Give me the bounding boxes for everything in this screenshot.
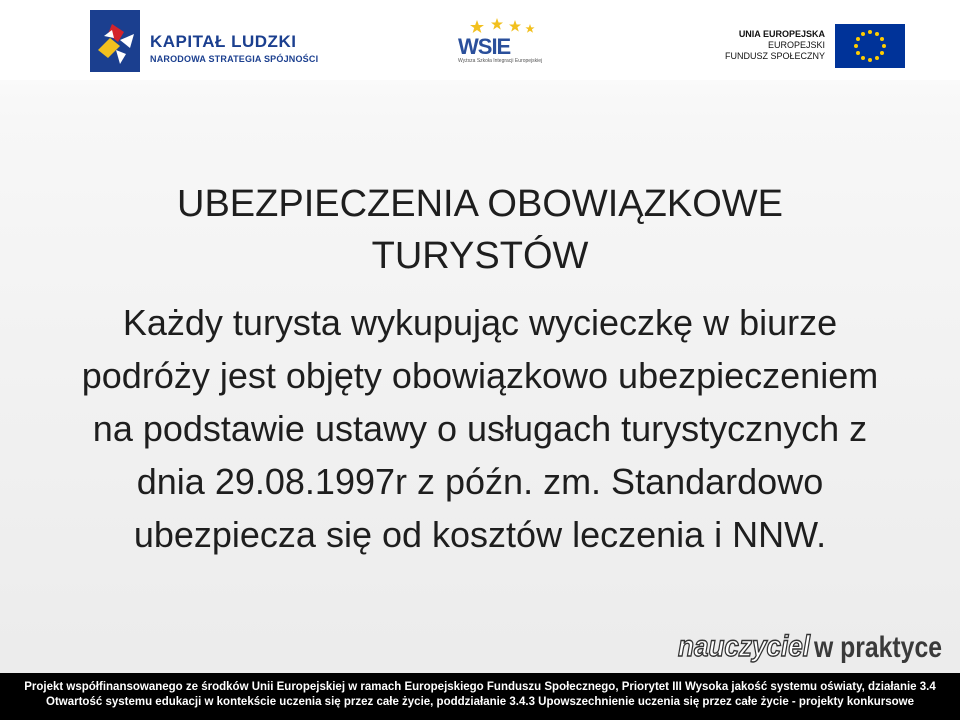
eu-text-block: [725, 28, 825, 62]
slide-body-text: Każdy turysta wykupując wycieczkę w biurze podróży jest objęty obowiązkowo ubezpieczeniem na podstawie ustawy o usługach turystycznych z dnia 29.08.1997r z późn. zm. Standardowo ubezpiecza się od kosztów leczenia i NNW.: [81, 302, 879, 555]
nauczyciel-w-praktyce-logo: [676, 626, 946, 666]
header-logos-bar: [0, 0, 960, 80]
kapital-ludzki-star-icon: [90, 10, 140, 72]
wsie-title: WSIE: [458, 34, 511, 59]
eu-logo: [700, 22, 905, 68]
wsie-logo: [455, 18, 545, 70]
footer-bar: [0, 673, 960, 720]
kapital-ludzki-logo: [90, 10, 330, 72]
wsie-subtitle: Wyższa Szkoła Integracji Europejskiej: [458, 58, 543, 64]
brand-part-2: w praktyce: [813, 631, 942, 664]
footer-line-1: Projekt współfinansowanego ze środków Unii Europejskiej w ramach Europejskiego Funduszu Społecznego, Priorytet III Wysoka jakość systemu oświaty, działanie 3.4: [24, 681, 936, 693]
brand-part-1: nauczyciel: [678, 630, 811, 663]
eu-line-3: FUNDUSZ SPOŁECZNY: [724, 51, 825, 61]
kapital-ludzki-title: KAPITAŁ LUDZKI: [150, 32, 297, 51]
slide-title: UBEZPIECZENIA OBOWIĄZKOWE TURYSTÓW: [177, 183, 783, 277]
footer-line-2: Otwartość systemu edukacji w kontekście uczenia się przez całe życie, poddziałanie 3.4.3 Upowszechnienie uczenia się przez całe życie - projekty konkursowe: [46, 696, 914, 708]
eu-line-1: UNIA EUROPEJSKA: [738, 29, 825, 39]
eu-line-2: EUROPEJSKI: [767, 40, 825, 50]
eu-flag-icon: [835, 24, 905, 68]
kapital-ludzki-subtitle: NARODOWA STRATEGIA SPÓJNOŚCI: [150, 54, 319, 64]
